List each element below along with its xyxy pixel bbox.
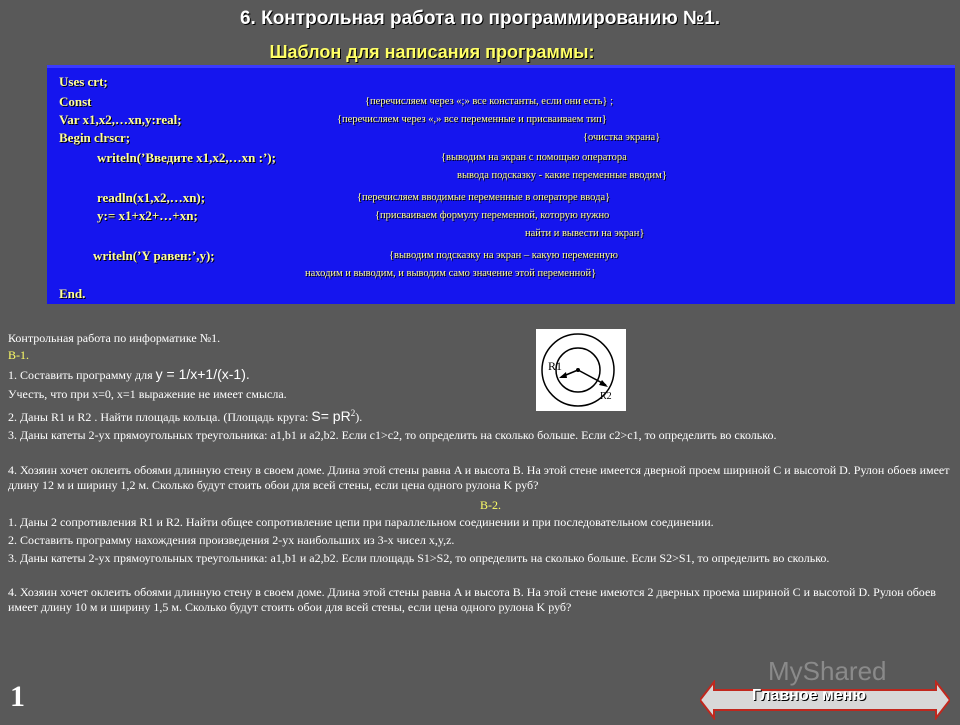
ring-figure	[536, 329, 626, 411]
variant-2-label: В-2.	[480, 498, 501, 512]
watermark-logo: MyShared	[768, 656, 887, 686]
code-comment-var: {перечисляем через «,» все переменные и присваиваем тип}	[337, 114, 607, 125]
code-comment-writeln-b: вывода подсказку - какие переменные вводим}	[457, 170, 667, 181]
task-2-2: 2. Составить программу нахождения произведения 2-ух наибольших из 3-х чисел x,y,z.	[8, 533, 455, 547]
r2-label: R2	[600, 391, 612, 402]
code-template-box	[47, 65, 955, 304]
task-1-1	[8, 366, 250, 383]
page-title: 6. Контрольная работа по программированию №1.	[239, 8, 721, 29]
task-1-2-end: ).	[355, 410, 363, 424]
code-line-readln: readln(x1,x2,…xn);	[97, 190, 206, 205]
task-1-1-text: 1. Составить программу для	[8, 368, 153, 382]
code-line-writeln-result: writeln(’Y равен:’,y);	[93, 248, 215, 263]
code-line-begin: Begin clrscr;	[59, 130, 131, 145]
code-comment-result-b: находим и выводим, и выводим само значение этой переменной}	[305, 268, 597, 279]
tasks-heading: Контрольная работа по информатике №1.	[8, 331, 221, 345]
slide-number: 1	[10, 680, 25, 713]
code-comment-assign-a: {присваиваем формулу переменной, которую нужно	[375, 210, 610, 221]
main-menu-label[interactable]: Главное меню	[752, 687, 867, 704]
variant-1-label: В-1.	[8, 348, 29, 362]
code-line-writeln-input: writeln(’Введите x1,x2,…xn :’);	[97, 150, 276, 165]
code-line-assign: y:= x1+x2+…+xn;	[97, 208, 198, 223]
task-1-2-text: 2. Даны R1 и R2 . Найти площадь кольца. (Площадь круга:	[8, 410, 309, 424]
code-comment-begin: {очистка экрана}	[583, 132, 661, 143]
code-line-uses: Uses crt;	[59, 74, 108, 89]
task-1-3: 3. Даны катеты 2-ух прямоугольных треугольника: a1,b1 и a2,b2. Если c1>c2, то определить на сколько больше. Если c2>c1, то определить во сколько.	[8, 428, 777, 442]
code-line-var: Var x1,x2,…xn,y:real;	[59, 112, 182, 127]
code-comment-writeln-a: {выводим на экран с помощью оператора	[441, 152, 627, 163]
task-1-2-formula: S= pR	[311, 408, 351, 424]
code-line-end: End.	[59, 286, 86, 301]
code-comment-assign-b: найти и вывести на экран}	[525, 228, 645, 239]
code-comment-result-a: {выводим подсказку на экран – какую переменную	[389, 250, 618, 261]
code-comment-const: {перечисляем через «;» все константы, если они есть} ;	[365, 96, 614, 107]
template-subtitle: Шаблон для написания программы:	[269, 42, 595, 62]
task-1-1-formula: y = 1/x+1/(x-1).	[155, 366, 250, 382]
task-2-3: 3. Даны катеты 2-ух прямоугольных треугольника: a1,b1 и a2,b2. Если площадь S1>S2, то определить на сколько больше. Если S2>S1, то определить во сколько.	[8, 551, 830, 565]
task-1-2	[8, 408, 362, 425]
task-2-1: 1. Даны 2 сопротивления R1 и R2. Найти общее сопротивление цепи при параллельном соединении и при последовательном соединении.	[8, 515, 714, 529]
r1-label: R1	[548, 359, 563, 373]
task-1-1-note: Учесть, что при x=0, x=1 выражение не имеет смысла.	[8, 387, 287, 401]
task-1-2-sup: 2	[350, 408, 356, 418]
task-2-4: 4. Хозяин хочет оклеить обоями длинную стену в своем доме. Длина этой стены равна A и высота B. На этой стене имеются 2 дверных проема шириной C и высотой D. Рулон обоев имеет длину 10 м и ширину 1,5 м. Сколько будут стоить обои для всей стены, если цена одного рулона K руб?	[8, 585, 936, 614]
task-1-4: 4. Хозяин хочет оклеить обоями длинную стену в своем доме. Длина этой стены равна A и высота B. На этой стене имеется дверной проем шириной C и высотой D. Рулон обоев имеет длину 12 м и ширину 1,2 м. Сколько будут стоить обои для всей стены, если цена одного рулона K руб?	[8, 463, 950, 492]
code-comment-readln: {перечисляем вводимые переменные в операторе ввода}	[357, 192, 611, 203]
code-line-const: Const	[59, 94, 92, 109]
